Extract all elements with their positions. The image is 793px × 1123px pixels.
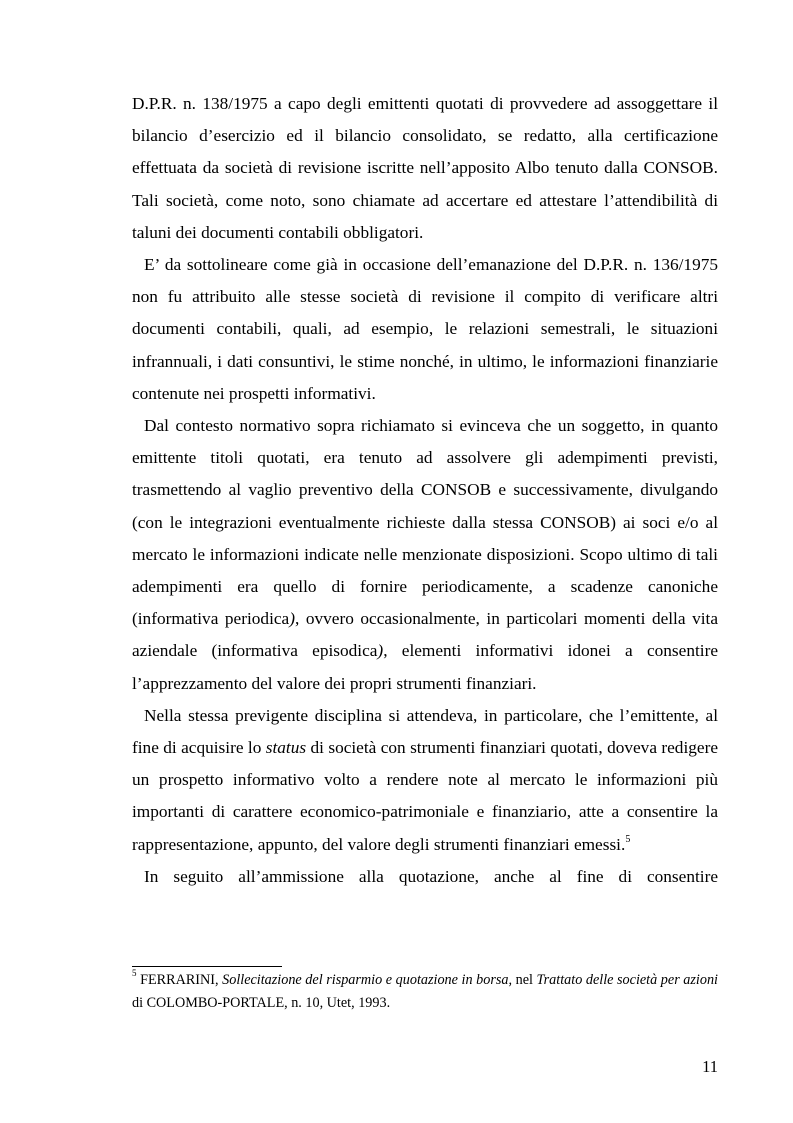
paragraph-3-italic-comma-2: ): [377, 641, 384, 661]
footnote-reference: 5: [625, 833, 631, 845]
paragraph-3-italic-comma-1: ): [289, 609, 295, 629]
body-text: [132, 88, 718, 893]
paragraph-1: D.P.R. n. 138/1975 a capo degli emittenti quotati di provvedere ad assoggettare il bilancio d’esercizio ed il bilancio consolidato, se redatto, alla certificazione effettuata da società di revisione iscritte nell’apposito Albo tenuto dalla CONSOB. Tali società, come noto, sono chiamate ad accertare ed attestare l’attendibilità di taluni dei documenti contabili obbligatori.: [132, 94, 718, 242]
paragraph-3-text-b-visible: , ovvero occasionalmente, in particolari momenti della vita aziendale (informativa episodica: [132, 609, 718, 661]
paragraph-3-text-c-visible: , elementi informativi idonei a consentire l’apprezzamento del valore dei propri strumenti finanziari.: [132, 641, 718, 693]
status-italic-word: status: [265, 738, 307, 758]
paragraph-5: In seguito all’ammissione alla quotazione, anche al fine di consentire: [144, 866, 718, 886]
footnote-work: Trattato delle società per azioni: [536, 972, 718, 988]
footnote-author: FERRARINI: [140, 972, 215, 988]
footnote-separator-text: ,: [214, 972, 223, 988]
footnote-marker: 5: [132, 968, 137, 979]
paragraph-2: E’ da sottolineare come già in occasione dell’emanazione del D.P.R. n. 136/1975 non fu attribuito alle stesse società di revisione il compito di verificare altri documenti contabili, quali, ad esempio, le relazioni semestrali, le situazioni infrannuali, i dati consuntivi, le stime nonché, in ultimo, le informazioni finanziarie contenute nei prospetti informativi.: [132, 255, 718, 403]
footnote-title: Sollecitazione del risparmio e quotazione in borsa,: [222, 972, 513, 988]
paragraph-3: [132, 410, 718, 700]
page-number: 11: [702, 1057, 718, 1076]
paragraph-3-text-a: Dal contesto normativo sopra richiamato si evinceva che un soggetto, in quanto emittente titoli quotati, era tenuto ad assolvere gli adempimenti previsti, trasmettendo al vaglio preventivo della CONSOB e successivamente, divulgando (con le integrazioni eventualmente richieste dalla stessa CONSOB) ai soci e/o al mercato le informazioni indicate nelle menzionate disposizioni. Scopo ultimo di tali adempimenti era quello di fornire periodicamente, a scadenze canoniche (informativa periodica: [132, 416, 718, 629]
paragraph-4: [132, 700, 718, 861]
paragraph-4-text-b: di società con strumenti finanziari quotati, doveva redigere un prospetto informativo volto a rendere note al mercato le informazioni più importanti di carattere economico-patrimoniale e finanziario, atte a consentire la rappresentazione, appunto, del valore degli strumenti finanziari emessi.: [132, 738, 718, 854]
footnote-mid: nel: [512, 972, 537, 988]
footnote: [132, 969, 718, 1014]
footnote-separator: [132, 966, 282, 967]
footnote-tail: di COLOMBO-PORTALE, n. 10, Utet, 1993.: [132, 994, 391, 1011]
paragraph-4-text-a: Nella stessa previgente disciplina si attendeva, in particolare, che l’emittente, al fine di acquisire lo: [132, 705, 718, 758]
